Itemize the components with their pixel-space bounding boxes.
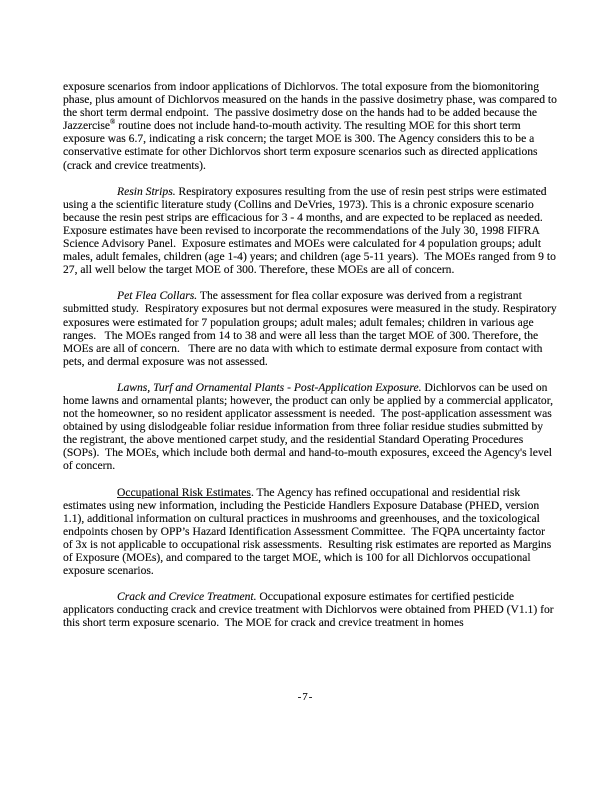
paragraph-text: Occupational exposure estimates for certified pesticide applicators conducting crack and crevice treatment with Dichlorvos were obtained from PHED (V1.1) for this short term exposure scenario. The MOE for crack and crevice treatment in homes	[63, 590, 557, 630]
paragraph-text: . The Agency has refined occupational and residential risk estimates using new information, including the Pesticide Handlers Exposure Database (PHED, version 1.1), additional information on cultural practices in mushrooms and greenhouses, and the toxicological endpoints chosen by OPP’s Hazard Identification Assessment Committee. The FQPA uncertainty factor of 3x is not applicable to occupational risk assessments. Resulting risk estimates are reported as Margins of Exposure (MOEs), and compared to the target MOE, which is 100 for all Dichlorvos occupational exposure scenarios.	[63, 485, 555, 578]
paragraph-crack-and-crevice	[63, 590, 557, 629]
paragraph-text: routine does not include hand-to-mouth activity. The resulting MOE for this short term exposure was 6.7, indicating a risk concern; the target MOE is 300. The Agency considers this to be a conservative estimate for other Dichlorvos short term exposure scenarios such as directed applications (crack and crevice treatments).	[63, 119, 541, 172]
paragraph-text: exposure scenarios from indoor applications of Dichlorvos. The total exposure from the biomonitoring phase, plus amount of Dichlorvos measured on the hands in the passive dosimetry phase, was compared to the short term dermal endpoint. The passive dosimetry dose on the hands had to be added because the Jazzercise	[63, 80, 560, 133]
paragraph-occupational-risk-estimates	[63, 486, 557, 578]
page-body	[63, 80, 560, 642]
page-number: -7-	[297, 691, 314, 703]
paragraph-text: The assessment for flea collar exposure was derived from a registrant submitted study. Respiratory exposures but not dermal exposures were measured in the study. Respiratory exposures were estimated for 7 population groups; adult males; adult females; children in various age ranges. The MOEs ranged from 14 to 38 and were all less than the target MOE of 300. Therefore, the MOEs are all of concern. There are no data with which to estimate dermal exposure from contact with pets, and dermal exposure was not assessed.	[63, 289, 560, 368]
paragraph-text: Respiratory exposures resulting from the use of resin pest strips were estimated using a the scientific literature study (Collins and DeVries, 1973). This is a chronic exposure scenario because the resin pest strips are efficacious for 3 - 4 months, and are expected to be replaced as needed. Exposure estimates have been revised to incorporate the recommendations of the July 30, 1998 FIFRA Science Advisory Panel. Exposure estimates and MOEs were calculated for 4 population groups; adult males, adult females, children (age 1-4) years; and children (age 5-11 years). The MOEs ranged from 9 to 27, all well below the target MOE of 300. Therefore, these MOEs are all of concern.	[63, 184, 559, 277]
paragraph-text: Dichlorvos can be used on home lawns and ornamental plants; however, the product can only be applied by a commercial applicator, not the homeowner, so no resident applicator assessment is needed. The post-application assessment was obtained by using dislodgeable foliar residue information from three foliar residue studies submitted by the registrant, the above mentioned carpet study, and the residential Standard Operating Procedures (SOPs). The MOEs, which include both dermal and hand-to-mouth exposures, exceed the Agency's level of concern.	[63, 380, 556, 473]
paragraph-lead: Resin Strips.	[117, 184, 176, 198]
paragraph-pet-flea-collars	[63, 289, 560, 368]
paragraph-resin-strips	[63, 185, 557, 277]
paragraph-lead: Crack and Crevice Treatment.	[117, 590, 257, 604]
paragraph-lead: Occupational Risk Estimates	[117, 485, 251, 499]
paragraph-lead: Pet Flea Collars.	[117, 289, 198, 303]
paragraph-lawns-turf-ornamental	[63, 381, 557, 473]
paragraph-continuation	[63, 80, 560, 172]
paragraph-lead: Lawns, Turf and Ornamental Plants - Post-Application Exposure.	[117, 380, 422, 394]
registered-trademark-sup: ®	[109, 118, 116, 127]
